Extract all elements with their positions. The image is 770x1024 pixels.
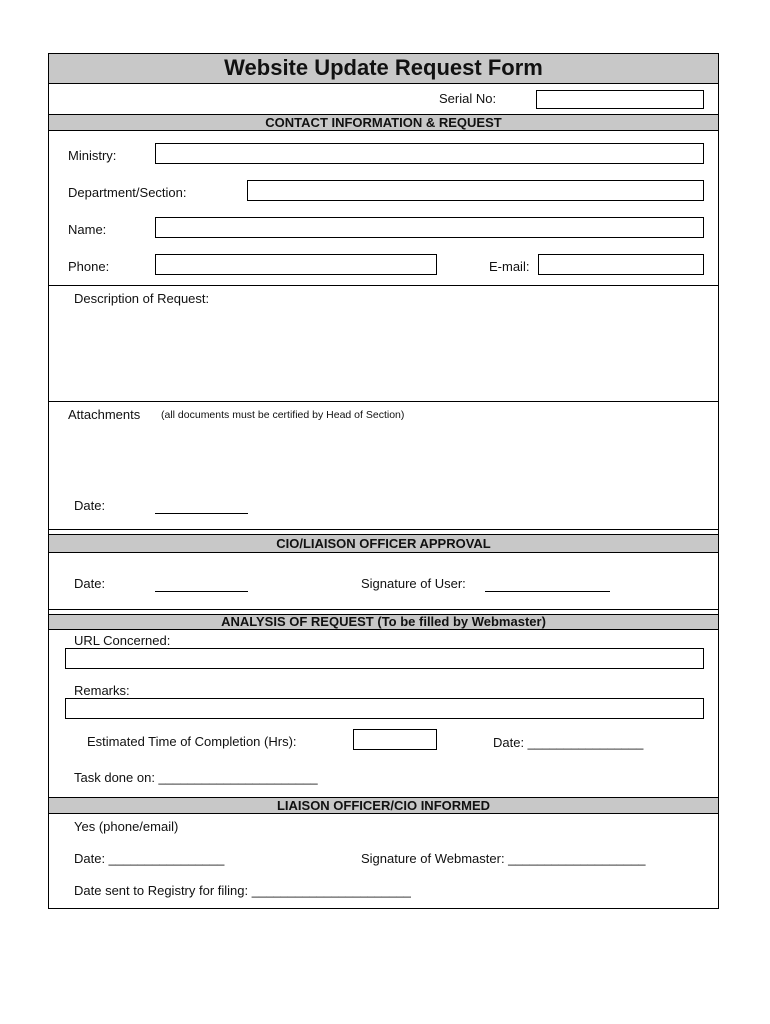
signature-user-line[interactable] <box>485 591 610 592</box>
description-label: Description of Request: <box>74 291 210 306</box>
divider <box>49 401 718 402</box>
ministry-label: Ministry: <box>68 148 117 163</box>
url-field[interactable] <box>65 648 704 669</box>
approval-date-line[interactable] <box>155 591 248 592</box>
section-analysis: ANALYSIS OF REQUEST (To be filled by Webmaster) <box>49 614 718 630</box>
form-title: Website Update Request Form <box>49 54 718 84</box>
estimated-time-field[interactable] <box>353 729 437 750</box>
approval-date-label: Date: <box>74 576 106 591</box>
signature-webmaster-label[interactable]: Signature of Webmaster: ___________________ <box>361 851 646 866</box>
informed-date-label[interactable]: Date: ________________ <box>74 851 225 866</box>
estimated-time-label: Estimated Time of Completion (Hrs): <box>87 734 297 749</box>
serial-field[interactable] <box>536 90 704 109</box>
remarks-field[interactable] <box>65 698 704 719</box>
phone-label: Phone: <box>68 259 110 274</box>
contact-date-label: Date: <box>74 498 106 513</box>
attachments-area[interactable] <box>59 426 709 494</box>
divider <box>49 609 718 610</box>
registry-date-label[interactable]: Date sent to Registry for filing: ______________________ <box>74 883 411 898</box>
yes-label: Yes (phone/email) <box>74 819 179 834</box>
name-label: Name: <box>68 222 107 237</box>
signature-user-label: Signature of User: <box>361 576 466 591</box>
department-field[interactable] <box>247 180 704 201</box>
url-label: URL Concerned: <box>74 633 171 648</box>
divider <box>49 529 718 530</box>
name-field[interactable] <box>155 217 704 238</box>
attachments-note: (all documents must be certified by Head of Section) <box>161 409 405 421</box>
contact-date-line[interactable] <box>155 513 248 514</box>
serial-label: Serial No: <box>439 91 497 106</box>
analysis-date-label[interactable]: Date: ________________ <box>493 735 644 750</box>
ministry-field[interactable] <box>155 143 704 164</box>
divider <box>49 285 718 286</box>
attachments-label: Attachments <box>68 407 141 422</box>
email-field[interactable] <box>538 254 704 275</box>
phone-field[interactable] <box>155 254 437 275</box>
description-area[interactable] <box>59 310 709 398</box>
section-contact: CONTACT INFORMATION & REQUEST <box>49 114 718 131</box>
remarks-label: Remarks: <box>74 683 130 698</box>
task-done-label[interactable]: Task done on: ______________________ <box>74 770 318 785</box>
section-approval: CIO/LIAISON OFFICER APPROVAL <box>49 534 718 553</box>
section-informed: LIAISON OFFICER/CIO INFORMED <box>49 797 718 814</box>
email-label: E-mail: <box>489 259 530 274</box>
department-label: Department/Section: <box>68 185 187 200</box>
request-form <box>48 53 719 909</box>
